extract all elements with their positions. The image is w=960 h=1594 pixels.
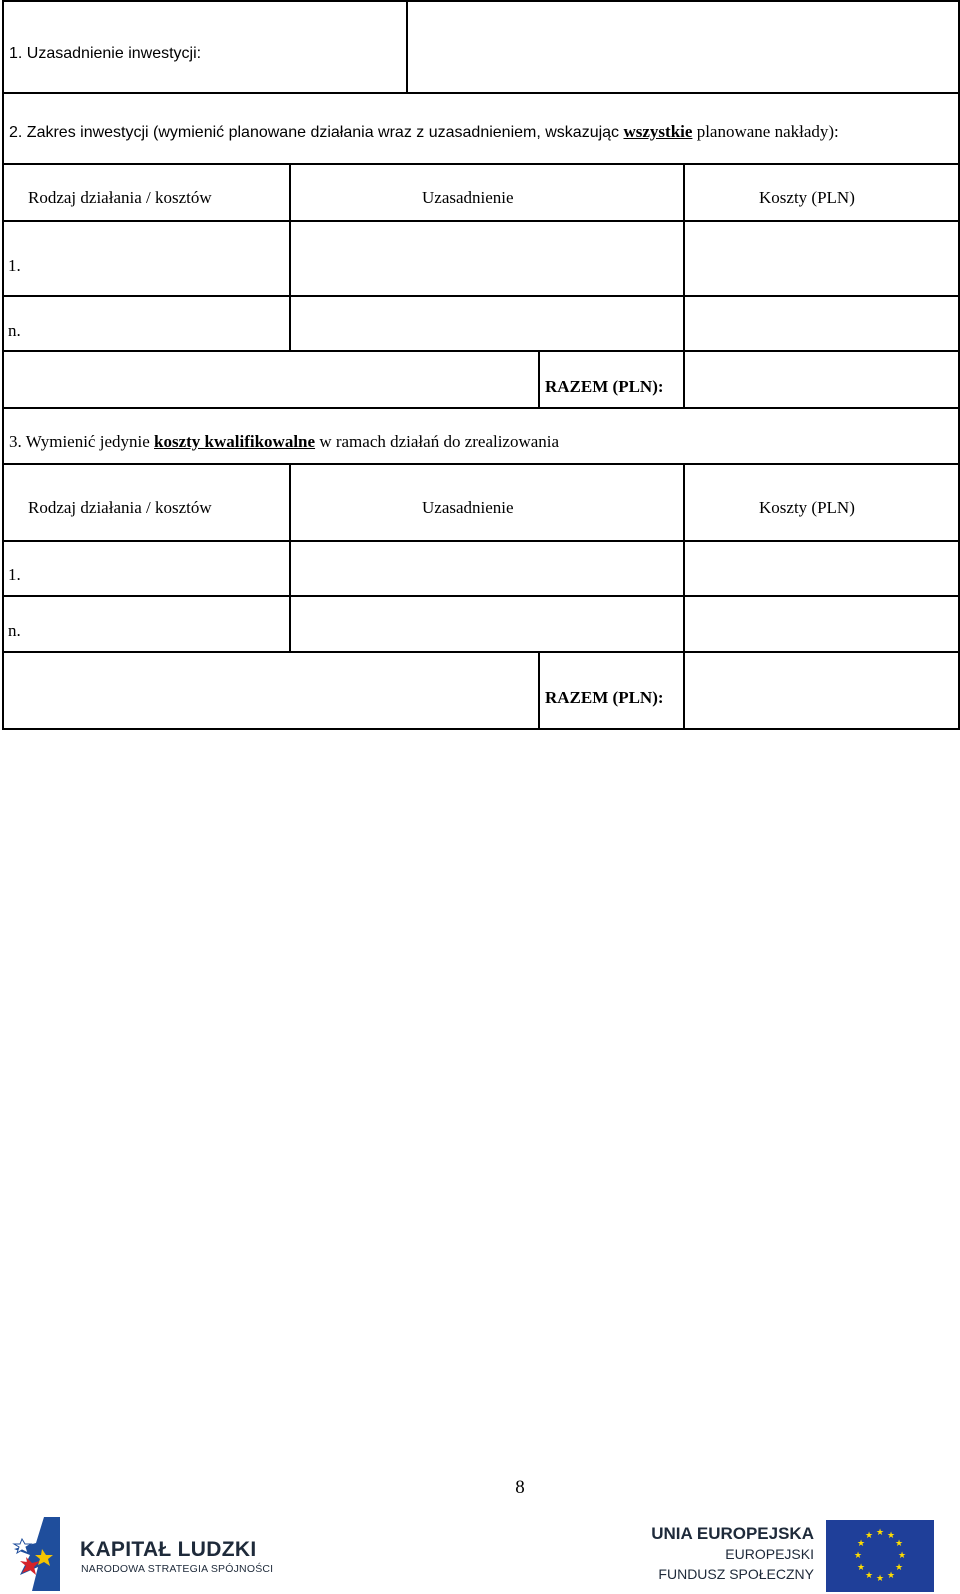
section2-prefix: 2. Zakres inwestycji (wymienić planowane działania wraz z uzasadnieniem, wskazując <box>9 124 624 141</box>
table1-header-justification: Uzasadnienie <box>422 188 514 207</box>
section2-label <box>9 122 839 143</box>
table1-row-n-action-cell[interactable] <box>4 297 289 350</box>
table2-row-n-cost-cell[interactable] <box>685 597 958 651</box>
svg-text:★: ★ <box>856 1563 866 1573</box>
table1-row-1-cost-cell[interactable] <box>685 222 958 295</box>
table2-header-action: Rodzaj działania / kosztów <box>28 498 212 517</box>
table1-row-n-cost-cell[interactable] <box>685 297 958 350</box>
page-number: 8 <box>515 1477 525 1498</box>
svg-text:★: ★ <box>897 1551 907 1561</box>
table2-row-1-number: 1. <box>8 565 21 584</box>
investment-justification-field[interactable] <box>408 2 958 92</box>
table2-row-n-number: n. <box>8 621 21 640</box>
table2-header-justification: Uzasadnienie <box>422 498 514 517</box>
svg-text:★: ★ <box>853 1551 863 1561</box>
table2-row-n-justification-cell[interactable] <box>291 597 683 651</box>
table1-row-n-number: n. <box>8 321 21 340</box>
table1-total-value[interactable] <box>685 352 958 407</box>
table1-header-cost: Koszty (PLN) <box>759 188 855 207</box>
table2-header-cost: Koszty (PLN) <box>759 498 855 517</box>
table2-row-n-action-cell[interactable] <box>4 597 289 651</box>
table2-total-value[interactable] <box>685 653 958 728</box>
svg-text:★: ★ <box>864 1531 874 1541</box>
eu-line-2: EUROPEJSKI <box>725 1546 814 1562</box>
section2-suffix: planowane nakłady): <box>692 122 839 141</box>
section3-label <box>9 432 559 452</box>
table1-row-1-action-cell[interactable] <box>4 222 289 295</box>
section2-emphasis: wszystkie <box>623 122 693 141</box>
svg-text:★: ★ <box>894 1563 904 1573</box>
svg-text:★: ★ <box>856 1539 866 1549</box>
kapital-ludzki-title: KAPITAŁ LUDZKI <box>80 1538 257 1561</box>
eu-flag-icon <box>826 1520 934 1592</box>
svg-text:★: ★ <box>875 1574 885 1584</box>
table1-row-1-number: 1. <box>8 256 21 275</box>
kapital-ludzki-emblem-icon <box>12 1515 64 1593</box>
table1-row-1-justification-cell[interactable] <box>291 222 683 295</box>
section3-prefix: 3. Wymienić jedynie <box>9 432 155 451</box>
eu-line-1: UNIA EUROPEJSKA <box>651 1524 814 1543</box>
svg-text:★: ★ <box>886 1531 896 1541</box>
svg-text:★: ★ <box>864 1571 874 1581</box>
section3-suffix: w ramach działań do zrealizowania <box>315 432 560 451</box>
table1-header-action: Rodzaj działania / kosztów <box>28 188 212 207</box>
section3-emphasis: koszty kwalifikowalne <box>154 432 316 451</box>
table2-row-1-justification-cell[interactable] <box>291 542 683 595</box>
table2-row-1-action-cell[interactable] <box>4 542 289 595</box>
table2-row-1-cost-cell[interactable] <box>685 542 958 595</box>
section1-label: 1. Uzasadnienie inwestycji: <box>9 45 202 62</box>
svg-text:★: ★ <box>894 1539 904 1549</box>
svg-text:★: ★ <box>886 1571 896 1581</box>
svg-text:★: ★ <box>875 1528 885 1538</box>
eu-line-3: FUNDUSZ SPOŁECZNY <box>658 1566 814 1582</box>
table1-total-label: RAZEM (PLN): <box>545 377 664 396</box>
kapital-ludzki-subtitle: NARODOWA STRATEGIA SPÓJNOŚCI <box>81 1563 274 1575</box>
table1-row-n-justification-cell[interactable] <box>291 297 683 350</box>
table2-total-label: RAZEM (PLN): <box>545 688 664 707</box>
